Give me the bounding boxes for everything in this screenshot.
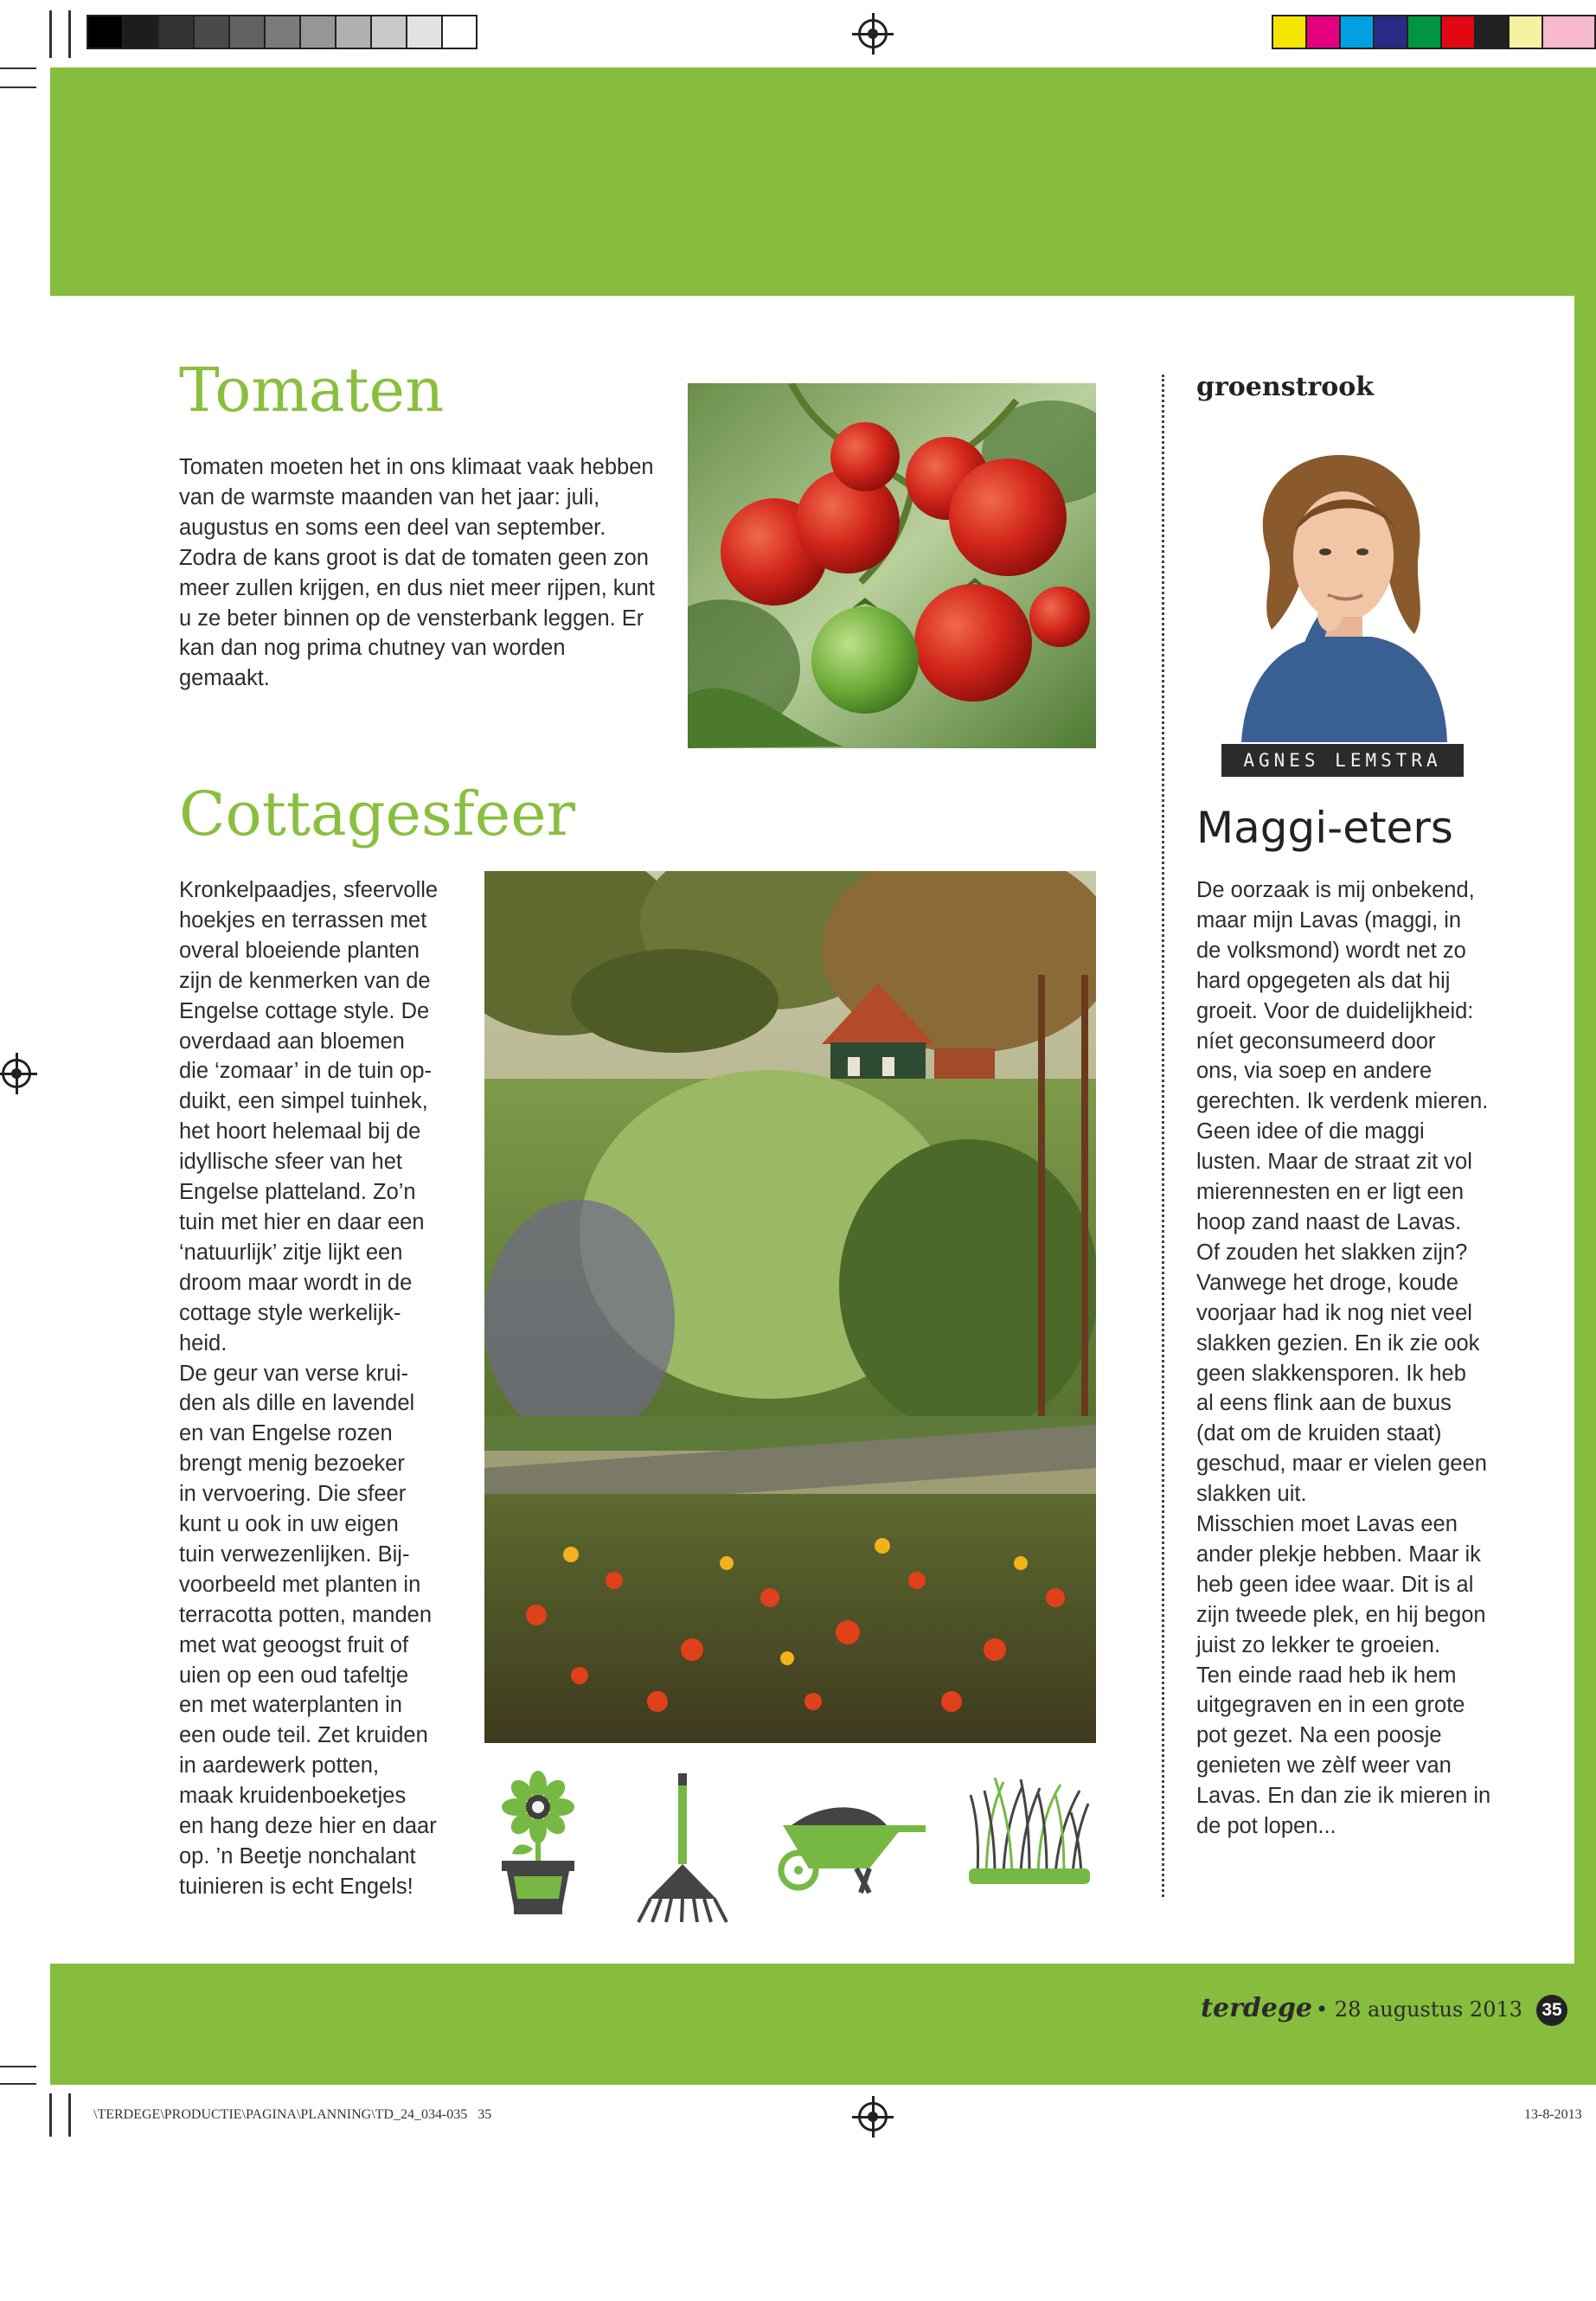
cottage-garden-photo [484,871,1096,1743]
cottage-body-line: Engelse platteland. Zo’n [179,1180,416,1205]
column-body-line: zijn tweede plek, en hij begon [1196,1602,1486,1627]
cottage-body-line: met wat geoogst fruit of [179,1632,409,1657]
cottage-body-line: De geur van verse krui- [179,1361,409,1386]
cottage-body-line: cottage style werkelijk- [179,1300,401,1325]
column-body-line: juist zo lekker te groeien. [1196,1632,1441,1657]
cottage-body-line: zijn de kenmerken van de [179,968,431,993]
cottage-body-line: kunt u ook in uw eigen [179,1512,399,1537]
cottage-body-line: idyllische sfeer van het [179,1150,402,1175]
column-body-line: ander plekje hebben. Maar ik [1196,1541,1481,1567]
cottage-body [179,875,465,1902]
column-body-line: lusten. Maar de straat zit vol [1196,1150,1472,1175]
green-header-band [50,67,1596,301]
tomatoes-photo [688,383,1096,748]
print-slug-path: \TERDEGE\PRODUCTIE\PAGINA\PLANNING\TD_24_034-035 35 [93,2107,492,2122]
cottage-body-line: een oude teil. Zet kruiden [179,1723,428,1748]
column-body-line: geen slakkensporen. Ik heb [1196,1361,1466,1386]
grass-icon [969,1778,1090,1890]
footer-credit [1201,1993,1522,2028]
cottage-body-line: Engelse cottage style. De [179,998,430,1023]
cottage-body-line: overdaad aan bloemen [179,1029,405,1054]
column-body-line: níet geconsumeerd door [1196,1029,1436,1054]
cottage-body-line: duikt, een simpel tuinhek, [179,1089,428,1114]
registration-mark-bottom [858,2102,888,2131]
author-name-badge [1221,744,1464,777]
cottage-body-line: en hang deze hier en daar [179,1814,437,1839]
column-body-line: slakken uit. [1196,1482,1307,1507]
column-label: groenstrook [1196,372,1375,402]
rake-icon [631,1773,735,1925]
column-body-line: De oorzaak is mij onbekend, [1196,878,1475,902]
column-body-line: Of zouden het slakken zijn? [1196,1240,1468,1265]
column-body-line: voorjaar had ik nog niet veel [1196,1300,1472,1325]
column-body-line: pot gezet. Na een poosje [1196,1723,1442,1748]
column-body-line: Lavas. En dan zie ik mieren in [1196,1784,1491,1809]
column-body-line: gerechten. Ik verdenk mieren. [1196,1089,1489,1114]
cottage-body-line: en met waterplanten in [179,1693,402,1718]
column-body-line: de volksmond) wordt net zo [1196,938,1466,963]
column-body-line: mierennesten en er ligt een [1196,1180,1465,1205]
cottage-body-line: het hoort helemaal bij de [179,1119,421,1144]
column-body-line: Misschien moet Lavas een [1196,1512,1458,1537]
column-body-line: uitgegraven en in een grote [1196,1693,1465,1718]
cottage-body-line: tuin verwezenlijken. Bij- [179,1541,410,1567]
column-body-line: al eens flink aan de buxus [1196,1391,1452,1416]
column-divider [1162,375,1164,1897]
wheelbarrow-icon [774,1799,926,1894]
cottage-body-line: maak kruidenboeketjes [179,1784,407,1809]
cottage-body-line: voorbeeld met planten in [179,1572,421,1597]
column-body-line: hoop zand naast de Lavas. [1196,1209,1462,1234]
tomatoes-heading: Tomaten [179,355,445,426]
cottage-body-line: Kronkelpaadjes, sfeervolle [179,878,439,902]
cottage-body-line: overal bloeiende planten [179,938,420,963]
green-right-edge [1572,285,1596,1972]
registration-mark-left [2,1059,31,1088]
column-body-line: Ten einde raad heb ik hem [1196,1663,1457,1688]
cottage-body-line: terracotta potten, manden [179,1602,433,1627]
column-body-line: slakken gezien. En ik zie ook [1196,1330,1480,1356]
cottage-body-line: heid. [179,1330,228,1356]
cottage-body-line: droom maar wordt in de [179,1270,413,1295]
column-heading: Maggi-eters [1196,803,1453,853]
page-number-badge [1536,1995,1567,2026]
cottage-body-line: uien op een oud tafeltje [179,1663,409,1688]
cottage-body-line: hoekjes en terrassen met [179,907,427,933]
tomatoes-body: Tomaten moeten het in ons klimaat vaak hebben van de warmste maanden van het jaar: juli, augustus en soms een deel van september. Zodra de kans groot is dat de tomaten geen zon meer zullen krijgen, en dus niet meer rijpen, kunt u ze beter binnen op de vensterbank leggen. Er kan dan nog prima chutney van worden gemaakt. [179,455,655,691]
column-body-line: geschud, maar er vielen geen [1196,1452,1487,1477]
cottage-body-line: op. ’n Beetje nonchalant [179,1844,416,1868]
column-body-line: de pot lopen... [1196,1814,1336,1839]
cottage-body-line: tuin met hier en daar een [179,1209,425,1234]
column-body [1196,875,1529,1842]
column-body-line: (dat om de kruiden staat) [1196,1421,1442,1446]
cottage-body-line: ‘natuurlijk’ zitje lijkt een [179,1240,403,1265]
cottage-body-line: die ‘zomaar’ in de tuin op- [179,1059,432,1084]
column-body-line: heb geen idee waar. Dit is al [1196,1572,1474,1597]
cottage-body-line: in vervoering. Die sfeer [179,1482,407,1507]
brand-logo: terdege [1201,1993,1313,2023]
column-body-line: hard opgegeten als dat hij [1196,968,1451,993]
cottage-body-line: in aardewerk potten, [179,1753,380,1779]
column-body-line: Geen idee of die maggi [1196,1119,1425,1144]
column-body-line: maar mijn Lavas (maggi, in [1196,907,1462,933]
print-slug-date: 13-8-2013 [1524,2107,1582,2122]
author-portrait [1241,448,1447,742]
cottage-heading: Cottagesfeer [179,779,576,849]
issue-date: • 28 augustus 2013 [1316,1997,1522,2022]
cottage-body-line: tuinieren is echt Engels! [179,1874,413,1899]
column-body-line: genieten we zèlf weer van [1196,1753,1452,1779]
column-body-line: groeit. Voor de duidelijkheid: [1196,998,1474,1023]
cottage-body-line: en van Engelse rozen [179,1421,393,1446]
cottage-body-line: brengt menig bezoeker [179,1452,405,1477]
column-body-line: ons, via soep en andere [1196,1059,1433,1084]
page-number: 35 [1542,2000,1562,2020]
author-name: AGNES LEMSTRA [1243,750,1442,771]
flower-pot-icon [495,1769,581,1920]
registration-mark-top [858,19,888,48]
column-body-line: Vanwege het droge, koude [1196,1270,1458,1295]
cottage-body-line: den als dille en lavendel [179,1391,415,1416]
